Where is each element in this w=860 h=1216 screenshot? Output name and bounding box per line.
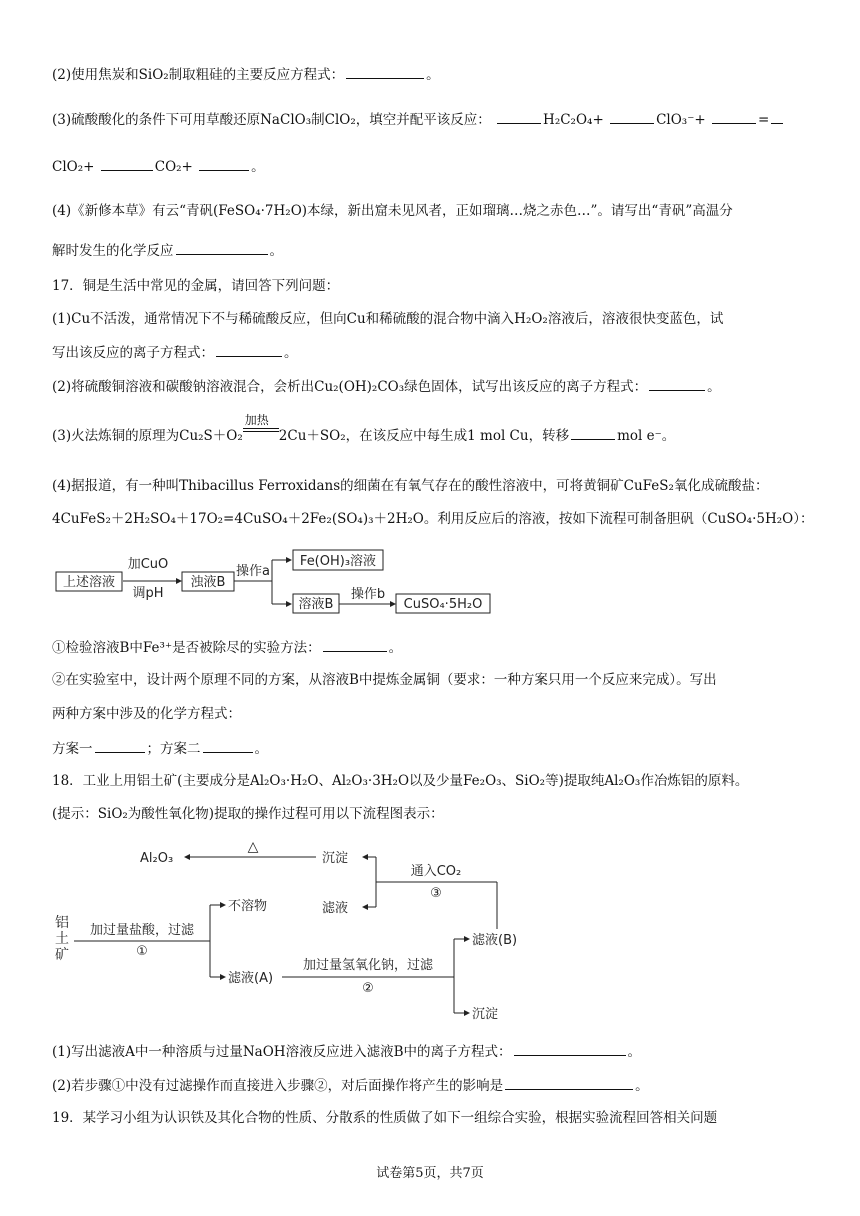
answer-blank[interactable] [323,637,387,652]
q17-sub-b: ②在实验室中，设计两个原理不同的方案，从溶液B中提炼金属铜（要求：一种方案只用一个反应来完成）。写出 [52,672,717,688]
arrowhead [176,578,182,584]
flow-op-a: 操作a [236,564,270,579]
answer-blank[interactable] [712,109,756,124]
flow-mid-label: 浊液B [190,575,226,590]
q17-part4-equation: 4CuFeS₂＋2H₂SO₄＋17O₂=4CuSO₄＋2Fe₂(SO₄)₃＋2H₂O。利用反应后的溶液，按如下流程可制备胆矾（CuSO₄·5H₂O）： [52,511,814,527]
flow-product: Al₂O₃ [140,851,174,866]
q18-line2: (提示：SiO₂为酸性氧化物)提取的操作过程可用以下流程图表示： [52,806,444,822]
answer-blank[interactable] [649,376,705,391]
arrowhead [390,601,396,607]
answer-blank[interactable] [95,738,145,753]
flow-start-label: 上述溶液 [62,575,116,590]
flow-precip-bottom: 沉淀 [472,1007,499,1022]
flow-insoluble: 不溶物 [228,899,268,914]
arrowhead [286,601,292,607]
arrowhead [286,557,292,563]
flow-filtrate-b: 滤液(B) [472,933,518,948]
q17-part4: (4)据报道，有一种叫Thibacillus Ferroxidans的细菌在有氧气存在的酸性溶液中，可将黄铜矿CuFeS₂氧化成硫酸盐： [52,478,769,494]
answer-blank[interactable] [505,1075,633,1090]
flow-ore-3: 矿 [55,947,69,963]
q17-sub-a: ①检验溶液B中Fe³⁺是否被除尽的实验方法： 。 [52,637,402,658]
answer-blank[interactable] [101,156,153,171]
q17-sub-b-cont: 两种方案中涉及的化学方程式： [52,706,241,722]
flow-ore-1: 铝 [55,915,69,931]
q17-part2: (2)将硫酸铜溶液和碳酸钠溶液混合，会析出Cu₂(OH)₂CO₃绿色固体，试写出该反应的离子方程式： 。 [52,376,721,397]
aluminum-flowchart [50,835,570,1030]
arrowhead [220,974,226,980]
q18-part2: (2)若步骤①中没有过滤操作而直接进入步骤②，对后面操作将产生的影响是 。 [52,1075,649,1096]
q17-plans: 方案一 ；方案二 。 [52,738,268,759]
flow-step3: 通入CO₂ [410,864,462,879]
arrowhead [464,936,470,942]
arrowhead [184,854,190,860]
flow-step3-num: ③ [430,886,442,901]
flow-reagent-bottom: 调pH [132,586,164,601]
q16-part3-cont: ClO₂+ CO₂+ 。 [52,156,265,177]
answer-blank[interactable] [216,342,282,357]
flow-reagent-top: 加CuO [127,557,169,572]
page-footer: 试卷第5页，共7页 [376,1166,484,1181]
flow-final: CuSO₄·5H₂O [403,597,483,612]
flow-filtrate-top: 滤液 [322,901,349,916]
arrowhead [362,904,368,910]
flow-precip-top: 沉淀 [322,851,349,866]
answer-blank[interactable] [771,109,783,124]
answer-blank[interactable] [497,109,541,124]
flow-heat: △ [247,839,259,855]
flow-op-b: 操作b [350,587,386,602]
q17-part1-cont: 写出该反应的离子方程式： 。 [52,342,298,363]
copper-flowchart [50,542,510,620]
q17-part3: (3)火法炼铜的原理为Cu₂S＋O₂ 加热 2Cu＋SO₂，在该反应中每生成1 mol Cu，转移 mol e⁻。 [52,413,676,444]
heating-condition: 加热 [243,426,279,440]
answer-blank[interactable] [571,425,615,440]
q16-part4: (4)《新修本草》有云“青矾(FeSO₄·7H₂O)本绿，新出窟未见风者，正如瑠璃…烧之赤色…”。请写出“青矾”高温分 [52,203,733,219]
q16-part2: (2)使用焦炭和SiO₂制取粗硅的主要反应方程式： 。 [52,64,440,85]
q17-part1: (1)Cu不活泼，通常情况下不与稀硫酸反应，但向Cu和稀硫酸的混合物中滴入H₂O₂溶液后，溶液很快变蓝色，试 [52,311,724,327]
flow-ore-2: 土 [55,931,69,947]
flow-top-out: Fe(OH)₃溶液 [299,554,377,569]
q19-title: 19．某学习小组为认识铁及其化合物的性质、分散系的性质做了如下一组综合实验，根据实验流程回答相关问题 [52,1110,718,1126]
q16-part4-cont: 解时发生的化学反应 。 [52,240,283,261]
flow-step2: 加过量氢氧化钠，过滤 [302,958,434,973]
arrowhead [362,854,368,860]
answer-blank[interactable] [346,64,424,79]
q16-part3: (3)硫酸酸化的条件下可用草酸还原NaClO₃制ClO₂，填空并配平该反应： H₂C₂O₄+ ClO₃⁻+ = [52,109,785,130]
flow-step2-num: ② [362,981,374,996]
q18-line1: 18．工业上用铝土矿(主要成分是Al₂O₃·H₂O、Al₂O₃·3H₂O以及少量Fe₂O₃、SiO₂等)提取纯Al₂O₃作冶炼铝的原料。 [52,773,749,789]
flow-bottom-out: 溶液B [298,597,334,612]
arrowhead [220,902,226,908]
q17-title: 17．铜是生活中常见的金属，请回答下列问题： [52,278,340,294]
flow-step1-num: ① [136,944,148,959]
answer-blank[interactable] [514,1041,626,1056]
q18-part1: (1)写出滤液A中一种溶质与过量NaOH溶液反应进入滤液B中的离子方程式： 。 [52,1041,641,1062]
answer-blank[interactable] [199,156,249,171]
arrowhead [464,1010,470,1016]
flow-filtrate-a: 滤液(A) [228,971,274,986]
flow-step1: 加过量盐酸，过滤 [89,923,195,938]
answer-blank[interactable] [610,109,654,124]
answer-blank[interactable] [203,738,253,753]
answer-blank[interactable] [176,240,268,255]
